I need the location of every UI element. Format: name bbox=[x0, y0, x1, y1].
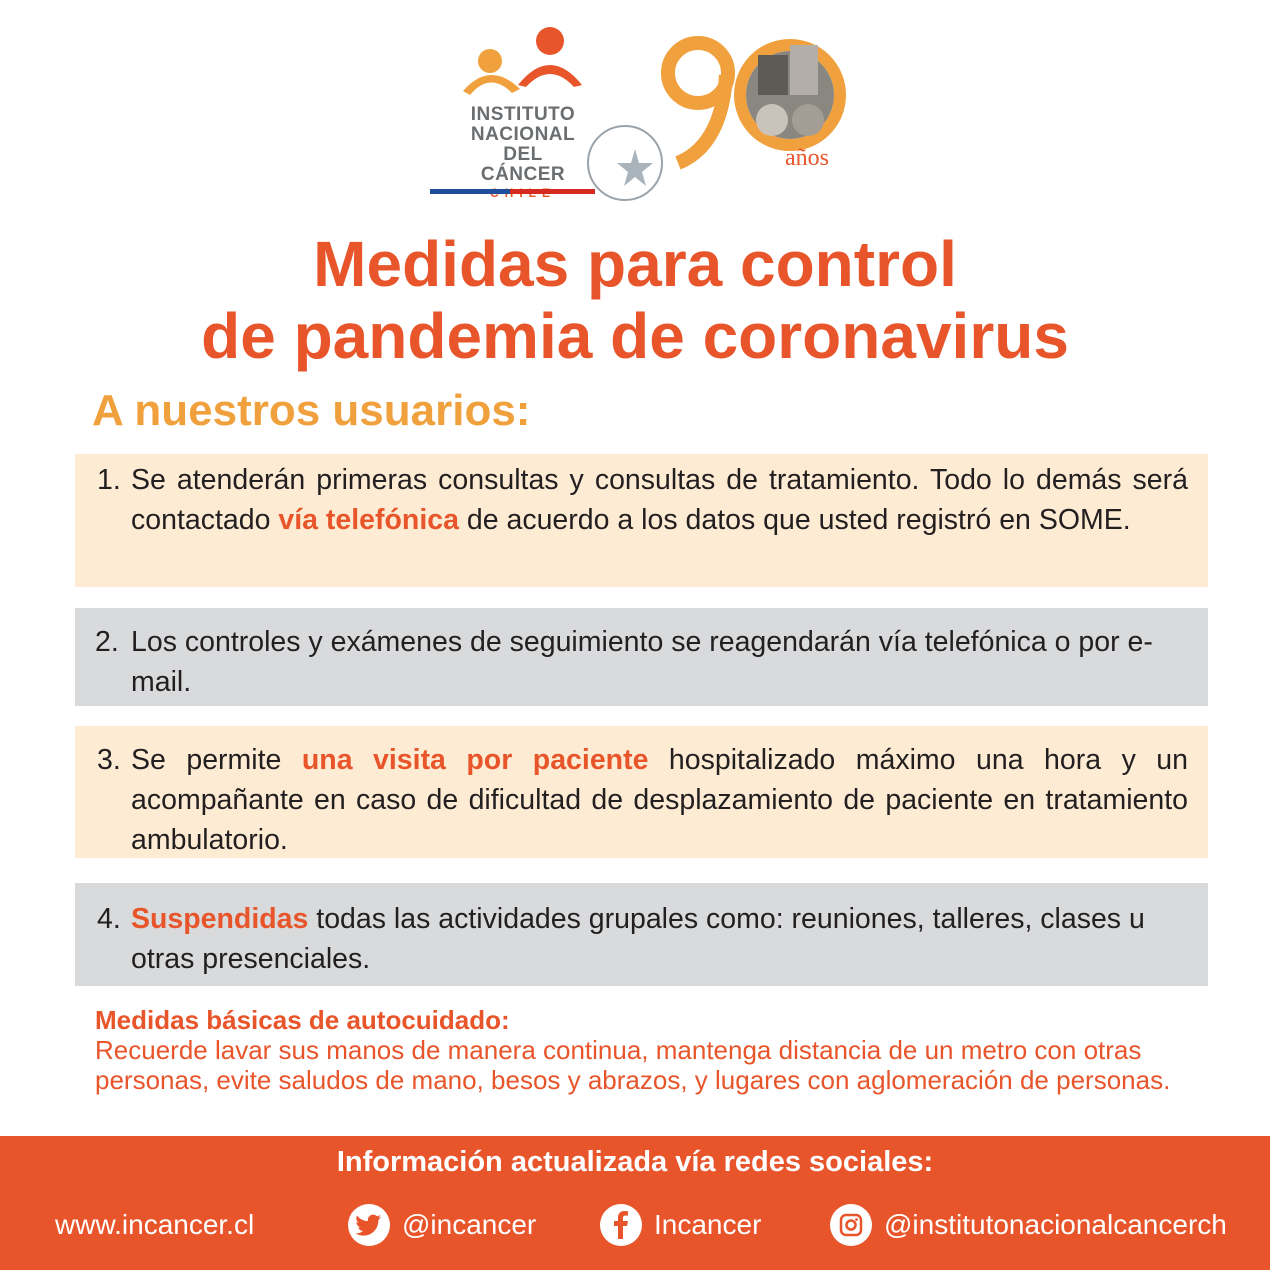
item-text: Se atenderán primeras consultas y consultas de tratamiento. Todo lo demás será contactado bbox=[131, 464, 1188, 536]
logo-line-1: INSTITUTO bbox=[470, 104, 576, 125]
title-line-1: Medidas para control bbox=[313, 228, 957, 300]
item-text: Se permite bbox=[131, 744, 302, 776]
item-text-continued: de acuerdo a los datos que usted registró en SOME. bbox=[458, 504, 1131, 536]
item-number: 3. bbox=[97, 744, 121, 776]
logo-line-2: NACIONAL bbox=[470, 124, 576, 145]
footer-bar bbox=[0, 1136, 1270, 1270]
anniversary-label: años bbox=[785, 145, 829, 171]
measure-item-4 bbox=[75, 899, 1188, 979]
self-care-text: Recuerde lavar sus manos de manera continua, mantenga distancia de un metro con otras personas, evite saludos de mano, besos y abrazos, y lugares con aglomeración de personas. bbox=[95, 1035, 1171, 1095]
anniversary-emblem bbox=[650, 25, 850, 175]
item-number: 1. bbox=[97, 464, 121, 496]
logo-figures-icon bbox=[430, 25, 630, 105]
measure-box-1 bbox=[75, 454, 1208, 587]
item-number: 4. bbox=[97, 903, 121, 935]
facebook-link[interactable] bbox=[600, 1204, 761, 1246]
logo-line-3: DEL CÁNCER bbox=[480, 144, 566, 185]
item-highlight: vía telefónica bbox=[278, 504, 459, 536]
self-care-title: Medidas básicas de autocuidado: bbox=[95, 1005, 510, 1035]
institute-logo bbox=[430, 25, 630, 200]
page-title bbox=[0, 228, 1270, 372]
item-highlight: una visita por paciente bbox=[301, 744, 649, 776]
measure-item-3 bbox=[75, 740, 1188, 860]
self-care-section bbox=[95, 1005, 1195, 1095]
item-text: todas las actividades grupales como: reuniones, talleres, clases u otras presenciales. bbox=[131, 903, 1145, 975]
website-label: www.incancer.cl bbox=[55, 1209, 255, 1240]
facebook-icon bbox=[600, 1204, 642, 1246]
title-line-2: de pandemia de coronavirus bbox=[201, 300, 1069, 372]
twitter-icon bbox=[348, 1204, 390, 1246]
twitter-link[interactable] bbox=[348, 1204, 536, 1246]
measure-item-2 bbox=[75, 622, 1188, 702]
flag-bar bbox=[430, 189, 595, 194]
facebook-handle: Incancer bbox=[654, 1209, 762, 1240]
page-subtitle: A nuestros usuarios: bbox=[92, 386, 531, 435]
item-text: Los controles y exámenes de seguimiento se reagendarán vía telefónica o por e-mail. bbox=[131, 626, 1153, 698]
instagram-link[interactable] bbox=[830, 1204, 1227, 1246]
measure-box-2 bbox=[75, 608, 1208, 706]
website-link[interactable] bbox=[55, 1204, 254, 1246]
instagram-icon bbox=[830, 1204, 872, 1246]
twitter-handle: @incancer bbox=[402, 1209, 537, 1240]
logo-text bbox=[463, 105, 583, 201]
measure-box-3 bbox=[75, 726, 1208, 858]
measure-item-1 bbox=[75, 460, 1188, 540]
item-text-continued: hospitalizado máximo una hora y un acompañante en caso de dificultad de desplazamiento de paciente en tratamiento ambulatorio. bbox=[131, 744, 1189, 856]
measure-box-4 bbox=[75, 883, 1208, 986]
footer-title: Información actualizada vía redes sociales: bbox=[336, 1146, 934, 1178]
instagram-handle: @institutonacionalcancerch bbox=[884, 1209, 1227, 1240]
item-number: 2. bbox=[95, 626, 119, 658]
item-highlight: Suspendidas bbox=[131, 903, 309, 935]
